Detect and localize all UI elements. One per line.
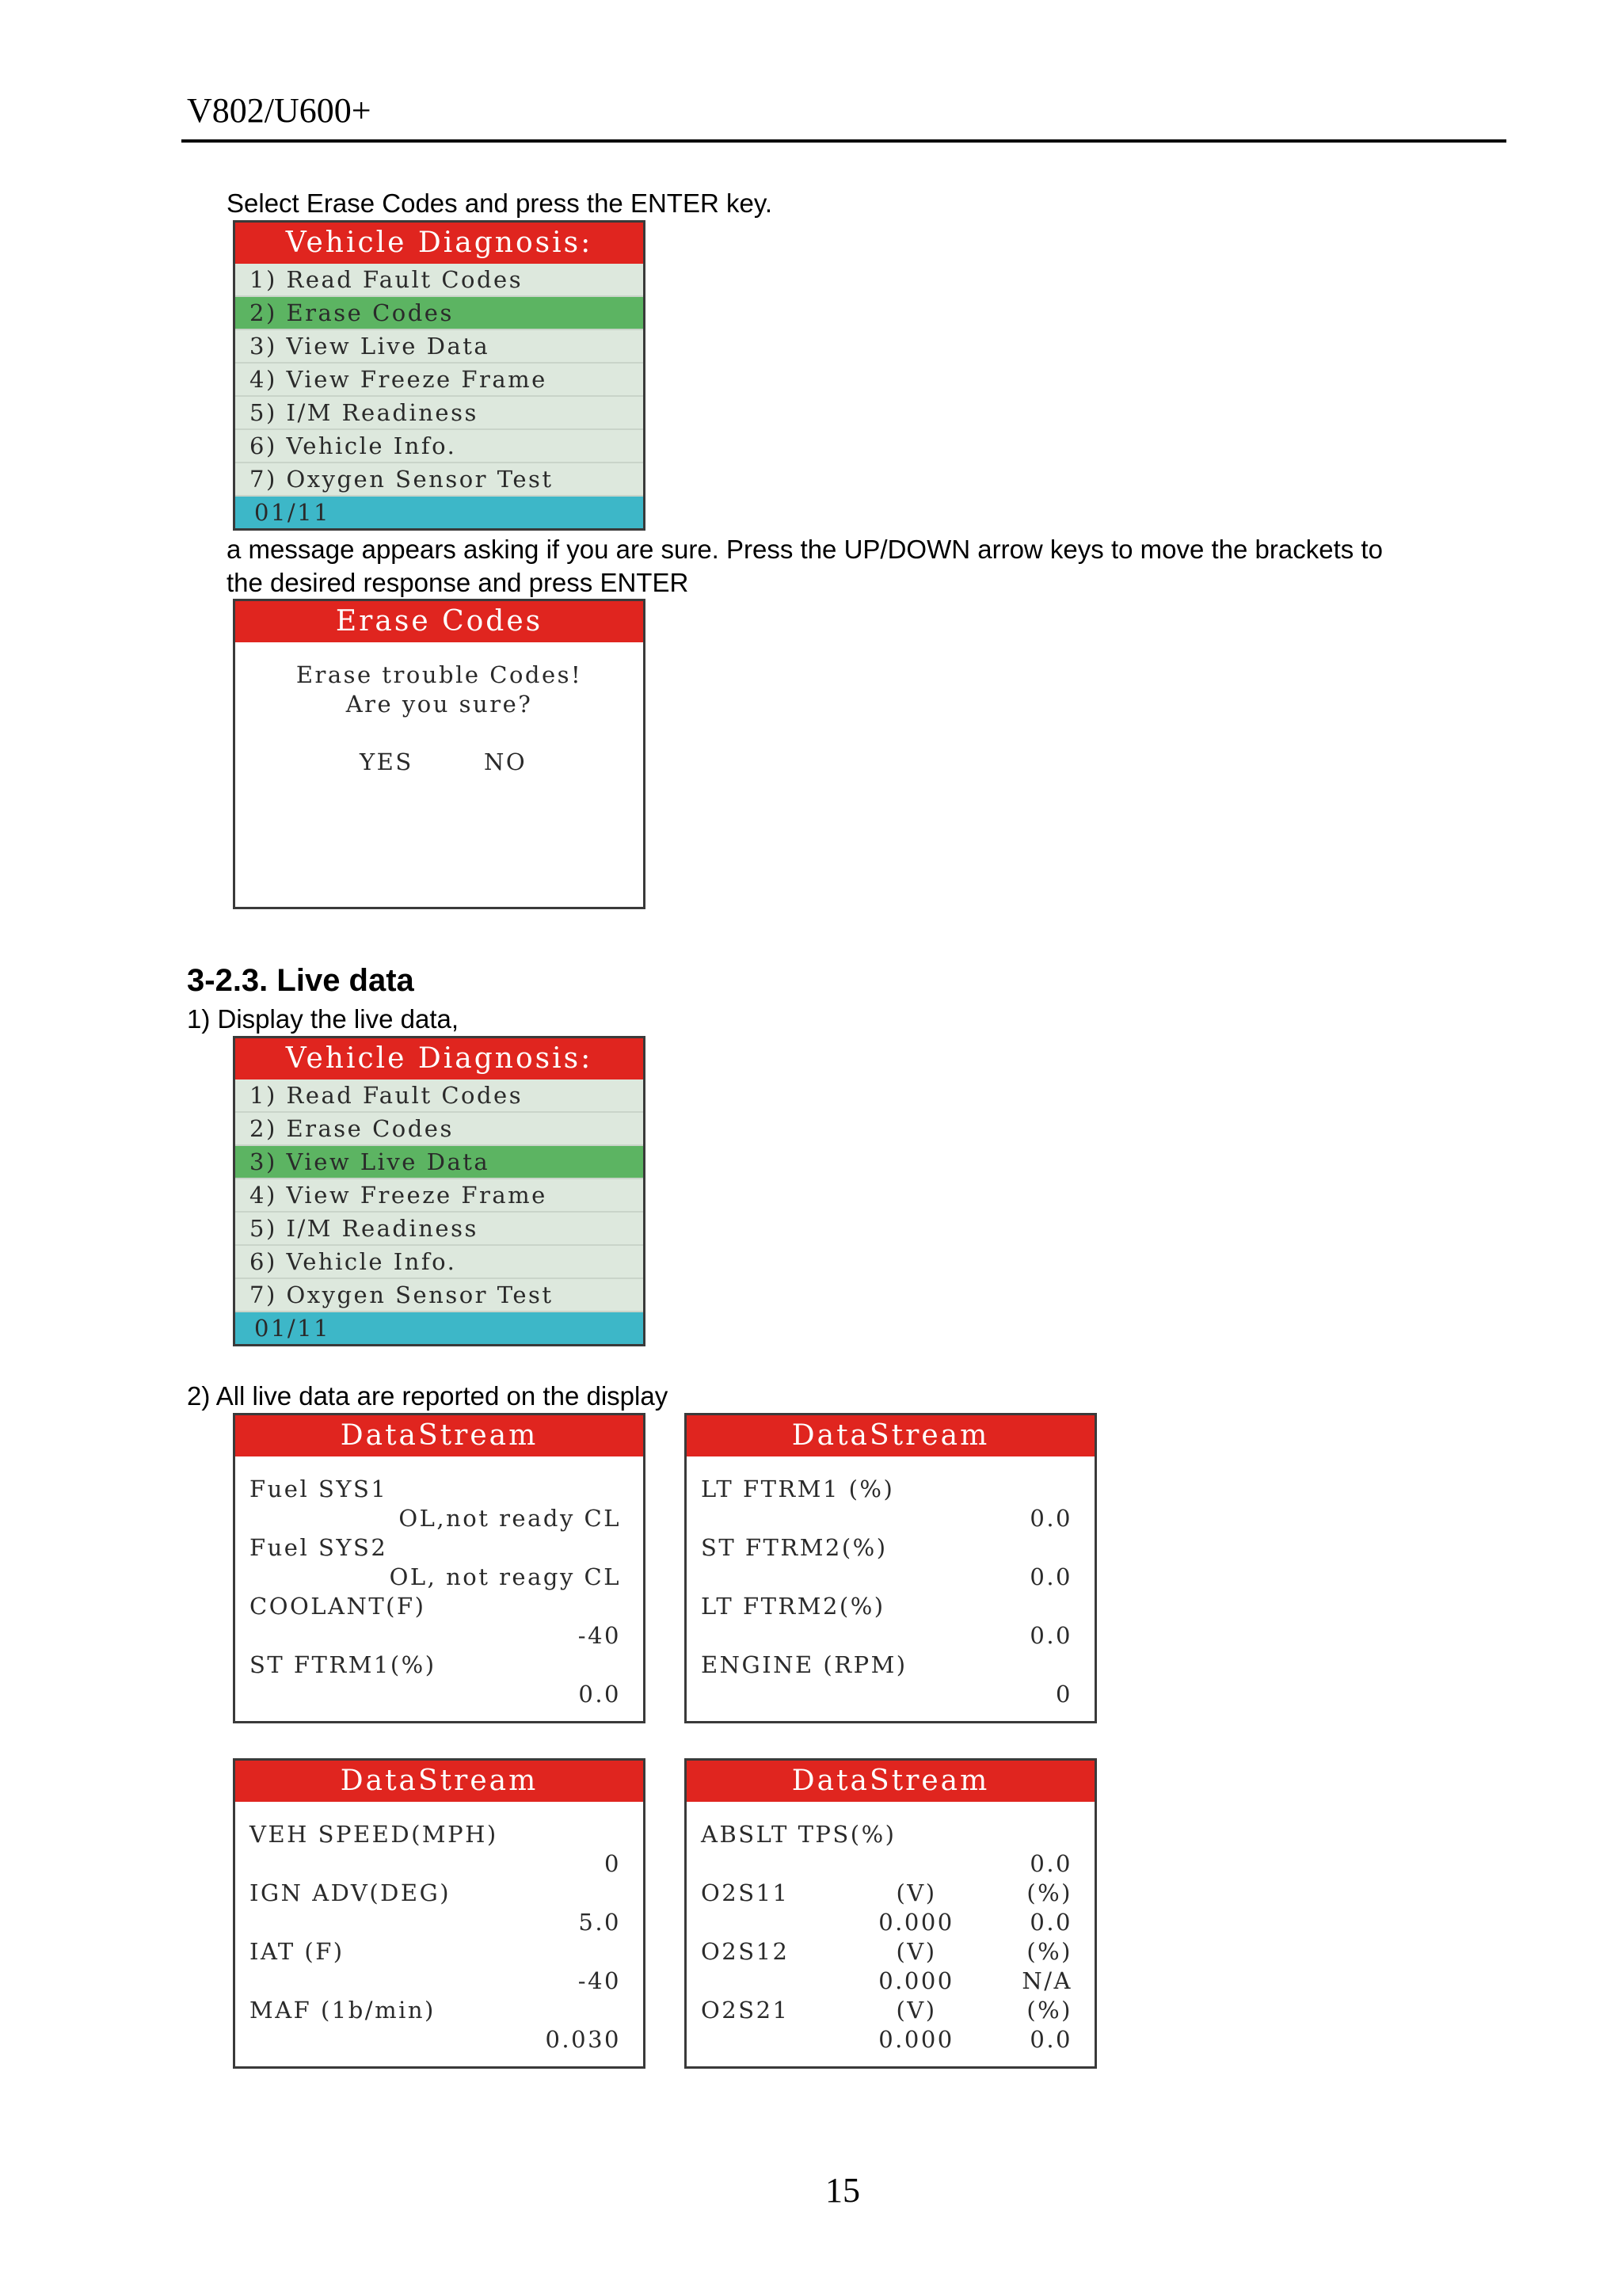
ds-value-pct-o2s12: N/A [1022,1967,1072,1994]
ds-label-ign-adv: IGN ADV(DEG) [249,1879,451,1906]
ds-unit-v-o2s21: (V) [896,1997,937,2024]
screen-title: DataStream [235,1761,643,1802]
ds-value-v-o2s12: 0.000 [878,1967,954,1994]
ds-label-st-ftrm1: ST FTRM1(%) [249,1651,436,1678]
ds-unit-pct-o2s12: (%) [1026,1938,1072,1965]
datastream-screen-1 [233,1413,645,1723]
confirm-body [235,642,643,906]
screen-title: Vehicle Diagnosis: [235,223,643,264]
ds-label-o2s21: O2S21 [701,1997,790,2024]
ds-label-lt-ftrm2: LT FTRM2(%) [701,1593,885,1620]
menu-item-oxygen-sensor-test[interactable]: 7) Oxygen Sensor Test [235,463,643,497]
no-option[interactable]: NO [484,748,527,775]
menu-item-read-fault-codes[interactable]: 1) Read Fault Codes [235,264,643,297]
ds-value-abslt-tps: 0.0 [1030,1850,1072,1877]
erase-codes-confirm-screen [233,599,645,909]
ds-value-pct-o2s11: 0.0 [1030,1909,1072,1936]
ds-value-st-ftrm1: 0.0 [578,1681,621,1708]
datastream-screen-3 [233,1758,645,2069]
menu-item-vehicle-info[interactable]: 6) Vehicle Info. [235,1246,643,1279]
ds-label-iat: IAT (F) [249,1938,345,1965]
ds-label-maf: MAF (1b/min) [249,1997,436,2024]
ds-value-ign-adv: 5.0 [578,1909,621,1936]
ds-label-engine-rpm: ENGINE (RPM) [701,1651,908,1678]
ds-label-fuel-sys1: Fuel SYS1 [249,1475,388,1502]
section-heading-live-data: 3-2.3. Live data [187,963,414,998]
ds-value-veh-speed: 0 [604,1850,621,1877]
menu-item-erase-codes[interactable]: 2) Erase Codes [235,1113,643,1146]
screen-title: Erase Codes [235,601,643,642]
ds-value-engine-rpm: 0 [1056,1681,1072,1708]
vehicle-diagnosis-screen-erase [233,220,645,531]
instruction-text-confirm-line2: the desired response and press ENTER [227,568,689,597]
ds-value-st-ftrm2: 0.0 [1030,1563,1072,1590]
ds-label-fuel-sys2: Fuel SYS2 [249,1534,388,1561]
menu-item-view-freeze-frame[interactable]: 4) View Freeze Frame [235,364,643,397]
screen-title: DataStream [235,1415,643,1456]
page-number: 15 [825,2171,860,2210]
datastream-screen-2 [684,1413,1097,1723]
ds-unit-pct-o2s11: (%) [1026,1879,1072,1906]
screen-title: Vehicle Diagnosis: [235,1038,643,1079]
ds-value-lt-ftrm2: 0.0 [1030,1622,1072,1649]
menu-item-im-readiness[interactable]: 5) I/M Readiness [235,1213,643,1246]
ds-label-o2s11: O2S11 [701,1879,790,1906]
page-indicator: 01/11 [235,1312,643,1344]
instruction-text-confirm-line1: a message appears asking if you are sure. Press the UP/DOWN arrow keys to move the brackets to [227,535,1383,564]
menu-item-oxygen-sensor-test[interactable]: 7) Oxygen Sensor Test [235,1279,643,1312]
page-indicator: 01/11 [235,497,643,528]
menu-item-view-live-data[interactable]: 3) View Live Data [235,1146,643,1179]
ds-value-iat: -40 [577,1967,621,1994]
yes-option[interactable]: YES [360,748,413,775]
confirm-message-line1: Erase trouble Codes! [295,661,583,688]
ds-label-abslt-tps: ABSLT TPS(%) [701,1821,897,1848]
ds-label-o2s12: O2S12 [701,1938,790,1965]
step-2-text: 2) All live data are reported on the display [187,1381,668,1411]
ds-value-lt-ftrm1: 0.0 [1030,1505,1072,1532]
ds-value-v-o2s21: 0.000 [878,2026,954,2053]
ds-value-coolant: -40 [577,1622,621,1649]
step-1-text: 1) Display the live data, [187,1004,459,1034]
ds-label-lt-ftrm1: LT FTRM1 (%) [701,1475,895,1502]
document-header-title: V802/U600+ [187,91,371,130]
ds-value-v-o2s11: 0.000 [878,1909,954,1936]
vehicle-diagnosis-screen-live-data [233,1036,645,1346]
ds-value-fuel-sys1: OL,not ready CL [398,1505,621,1532]
screen-title: DataStream [687,1415,1095,1456]
ds-label-coolant: COOLANT(F) [249,1593,426,1620]
ds-value-fuel-sys2: OL, not reagy CL [389,1563,621,1590]
menu-item-read-fault-codes[interactable]: 1) Read Fault Codes [235,1079,643,1113]
ds-label-st-ftrm2: ST FTRM2(%) [701,1534,888,1561]
menu-item-vehicle-info[interactable]: 6) Vehicle Info. [235,430,643,463]
ds-unit-pct-o2s21: (%) [1026,1997,1072,2024]
menu-item-view-freeze-frame[interactable]: 4) View Freeze Frame [235,1179,643,1213]
ds-unit-v-o2s11: (V) [896,1879,937,1906]
header-rule [181,139,1506,143]
menu-item-erase-codes[interactable]: 2) Erase Codes [235,297,643,330]
confirm-message-line2: Are you sure? [345,691,533,718]
datastream-screen-4 [684,1758,1097,2069]
menu-item-im-readiness[interactable]: 5) I/M Readiness [235,397,643,430]
menu-item-view-live-data[interactable]: 3) View Live Data [235,330,643,364]
ds-value-pct-o2s21: 0.0 [1030,2026,1072,2053]
screen-title: DataStream [687,1761,1095,1802]
ds-value-maf: 0.030 [545,2026,621,2053]
ds-label-veh-speed: VEH SPEED(MPH) [249,1821,498,1848]
ds-unit-v-o2s12: (V) [896,1938,937,1965]
instruction-text-erase: Select Erase Codes and press the ENTER key. [227,188,773,218]
